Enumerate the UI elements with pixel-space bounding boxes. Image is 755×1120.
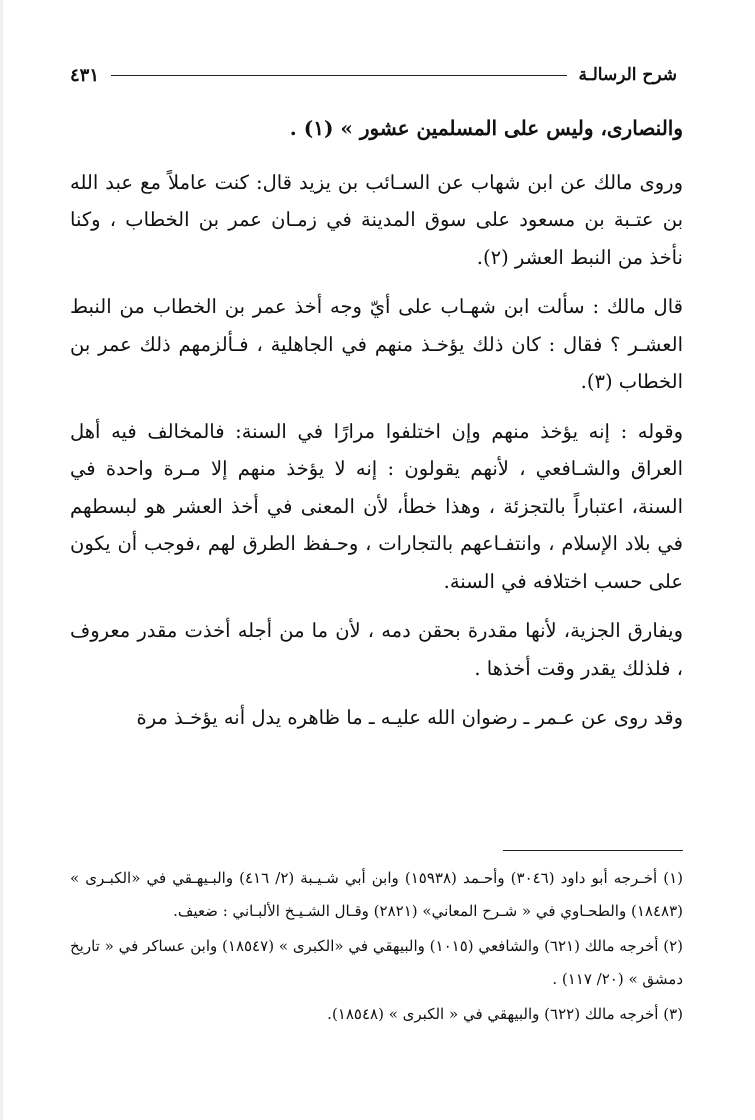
footnote-separator [503,850,683,851]
paragraph-3: قال مالك : سألت ابن شهـاب على أيّ وجه أخذ عمر بن الخطاب من النبط العشـر ؟ فقال : كان ذلك يؤخـذ منهم في الجاهلية ، فـألزمهم ذلك عمر بن الخطاب (٣). [70,295,683,393]
paragraph-5: ويفارق الجزية، لأنها مقدرة بحقن دمه ، لأن ما من أجله أخذت مقدر معروف ، فلذلك يقدر وقت أخذها . [70,619,683,680]
page-number: ٤٣١ [70,64,100,86]
paragraph-4: وقوله : إنه يؤخذ منهم وإن اختلفوا مرارًا في السنة: فالمخالف فيه أهل العراق والشـافعي ، لأنهم يقولون : إنه لا يؤخذ منهم إلا مـرة واحدة في السنة، اعتباراً بالتجزئة ، وهذا خطأ، لأن المعنى في أخذ العشر هو لبسطهم في بلاد الإسلام ، وانتفـاعهم بالتجارات ، وحـفظ الطرق لهم ،فوجب أن يكون على حسب اختلافه في السنة. [70,419,683,593]
header-rule [111,75,566,76]
footnotes [70,862,683,1033]
running-header [70,62,677,88]
footnote-3: (٣) أخرجه مالك (٦٢٢) والبيهقي في « الكبرى » (١٨٥٤٨). [327,1005,683,1023]
footnote-1: (١) أخـرجه أبو داود (٣٠٤٦) وأحـمد (١٥٩٣٨) وابن أبي شـيـبة (٢/ ٤١٦) والبـيهـقي في «الكبـرى » (١٨٤٨٣) والطحـاوي في « شـرح المعاني» (٢٨٢١) وقـال الشـيـخ الألبـاني : ضعيف. [70,869,683,920]
paragraph-6: وقد روى عن عـمر ـ رضوان الله عليـه ـ ما ظاهره يدل أنه يؤخـذ مرة [136,706,683,729]
paragraph-1: والنصارى، وليس على المسلمين عشور » (١) . [289,116,683,140]
main-text [70,110,683,737]
scan-edge [0,0,3,1120]
footnote-2: (٢) أخرجه مالك (٦٢١) والشافعي (١٠١٥) والبيهقي في «الكبرى » (١٨٥٤٧) وابن عساكر في « تاريخ دمشق » (٢٠/ ١١٧) . [70,937,683,988]
running-title: شرح الرسالـة [578,65,677,85]
paragraph-2: وروى مالك عن ابن شهاب عن السـائب بن يزيد قال: كنت عاملاً مع عبد الله بن عتـبة بن مسعود على سوق المدينة في زمـان عمر بن الخطاب ، وكنا نأخذ من النبط العشر (٢). [70,170,683,269]
